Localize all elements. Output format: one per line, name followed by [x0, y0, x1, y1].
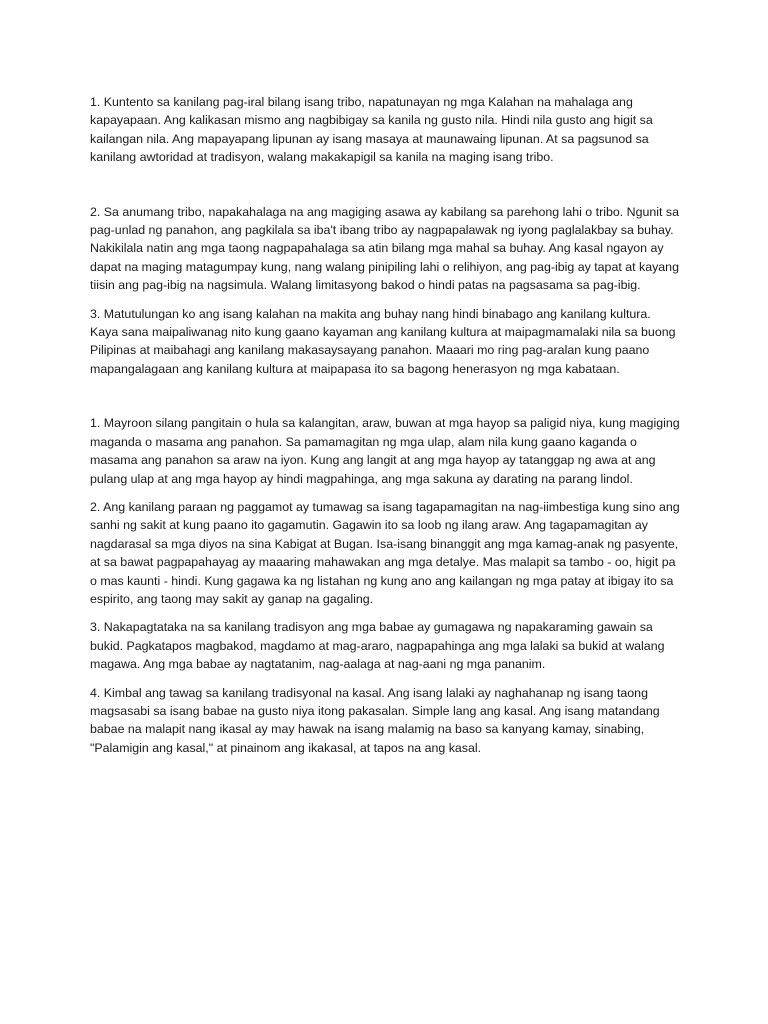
section1-paragraph-2: 2. Sa anumang tribo, napakahalaga na ang magiging asawa ay kabilang sa parehong lahi o tribo. Ngunit sa pag-unlad ng panahon, ang pagkilala sa iba't ibang tribo ay nagpapalawak ng iyong paglalakbay sa buhay. Nakikilala natin ang mga taong nagpapahalaga sa atin bilang mga mahal sa buhay. Ang kasal ngayon ay dapat na maging matagumpay kung, nang walang pinipiling lahi o relihiyon, ang pag-ibig ay tapat at kayang tiisin ang pag-ibig na nagsimula. Walang limitasyong bakod o hindi patas na pagsasama sa pag-ibig. [90, 204, 679, 293]
section2-paragraph-3: 3. Nakapagtataka na sa kanilang tradisyon ang mga babae ay gumagawa ng napakaraming gawain sa bukid. Pagkatapos magbakod, magdamo at mag-araro, nagpapahinga ang mga lalaki sa bukid at walang magawa. Ang mga babae ay nagtatanim, nag-aalaga at nag-aani ng mga pananim. [90, 620, 665, 672]
section2-paragraph-2: 2. Ang kanilang paraan ng paggamot ay tumawag sa isang tagapamagitan na nag-iimbestiga kung sino ang sanhi ng sakit at kung paano ito gagamutin. Gagawin ito sa loob ng ilang araw. Ang tagapamagitan ay nagdarasal sa mga diyos na sina Kabigat at Bugan. Isa-isang binanggit ang mga kamag-anak ng pasyente, at sa bawat pagpapahayag ay maaaring mahawakan ang mga detalye. Mas malapit sa tambo - oo, higit pa o mas kaunti - hindi. Kung gagawa ka ng listahan ng kung ano ang kailangan ng mga patay at ibigay ito sa espirito, ang taong may sakit ay ganap na gagaling. [90, 499, 680, 606]
document-body [90, 93, 680, 757]
section1-paragraph-3: 3. Matutulungan ko ang isang kalahan na makita ang buhay nang hindi binabago ang kanilang kultura. Kaya sana maipaliwanag nito kung gaano kayaman ang kanilang kultura at maipagmamalaki nila sa buong Pilipinas at maibahagi ang kanilang makasaysayang panahon. Maaari mo ring pag-aralan kung paano mapangalagaan ang kanilang kultura at maipapasa ito sa bagong henerasyon ng mga kabataan. [90, 306, 676, 376]
section2-paragraph-4: 4. Kimbal ang tawag sa kanilang tradisyonal na kasal. Ang isang lalaki ay naghahanap ng isang taong magsasabi sa isang babae na gusto niya itong pakasalan. Simple lang ang kasal. Ang isang matandang babae na malapit nang ikasal ay may hawak na isang malamig na baso sa kanyang kamay, sinabing, "Palamigin ang kasal," at pinainom ang ikakasal, at tapos na ang kasal. [90, 685, 660, 755]
section2-paragraph-1: 1. Mayroon silang pangitain o hula sa kalangitan, araw, buwan at mga hayop sa paligid niya, kung magiging maganda o masama ang panahon. Sa pamamagitan ng mga ulap, alam nila kung gaano kaganda o masama ang panahon sa araw na iyon. Kung ang langit at ang mga hayop ay tatanggap ng awa at ang pulang ulap at ang mga hayop ay hindi magpahinga, ang mga sakuna ay darating na parang lindol. [90, 416, 680, 486]
section1-paragraph-1: 1. Kuntento sa kanilang pag-iral bilang isang tribo, napatunayan ng mga Kalahan na mahalaga ang kapayapaan. Ang kalikasan mismo ang nagbibigay sa kanila ng gusto nila. Hindi nila gusto ang higit sa kailangan nila. Ang mapayapang lipunan ay isang masaya at maunawaing lipunan. At sa pagsunod sa kanilang awtoridad at tradisyon, walang makakapigil sa kanila na maging isang tribo. [90, 95, 653, 165]
